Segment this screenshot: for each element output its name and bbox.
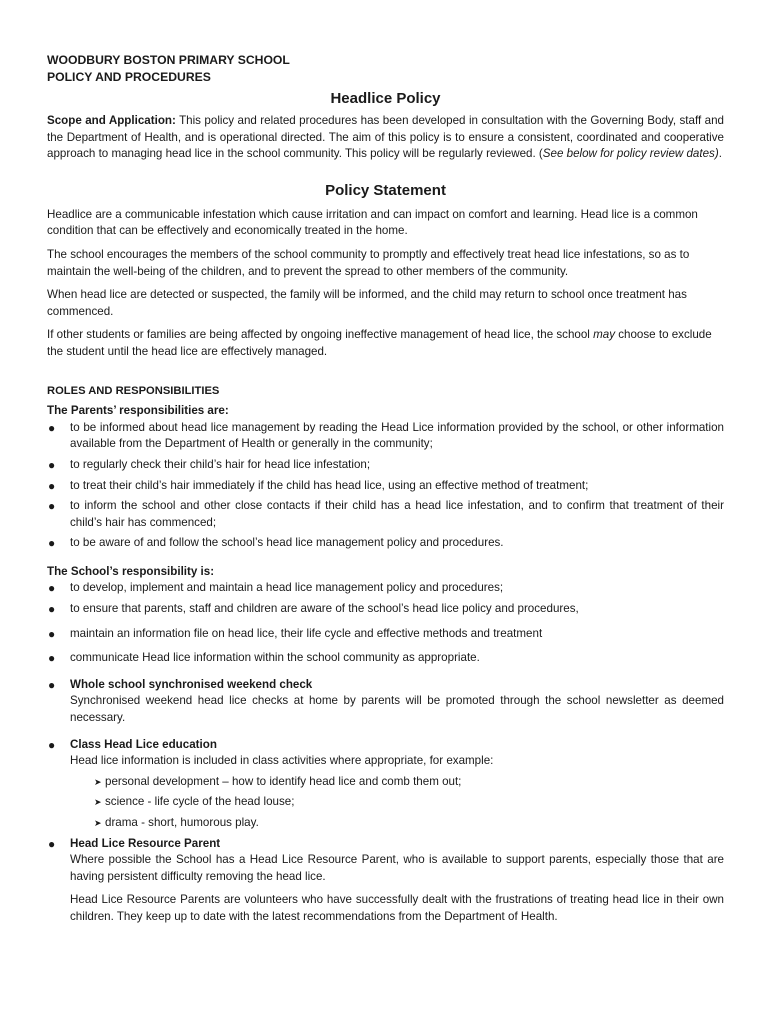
list-item — [47, 626, 724, 643]
resource-parent-title: Head Lice Resource Parent — [70, 836, 221, 850]
resource-parent-paragraph-1: Where possible the School has a Head Lice Resource Parent, who is available to support parents, especially those that are having persistent difficulty removing the head lice. — [70, 853, 724, 883]
school-name: WOODBURY BOSTON PRIMARY SCHOOL — [47, 53, 290, 67]
list-item-text: to ensure that parents, staff and children are aware of the school’s head lice policy and procedures, — [70, 602, 579, 616]
resource-parent-item — [47, 836, 724, 926]
sub-list-item-text: science - life cycle of the head louse; — [105, 795, 295, 809]
bullet-icon: ● — [48, 581, 56, 596]
sub-list-item-text: personal development – how to identify head lice and comb them out; — [105, 774, 462, 788]
scope-paragraph — [47, 113, 724, 163]
policy-statement-title: Policy Statement — [325, 181, 446, 199]
scope-italic: See below for policy review dates) — [542, 147, 719, 161]
weekend-check-text: Synchronised weekend head lice checks at home by parents will be promoted through the school newsletter as deemed necessary. — [70, 694, 724, 725]
bullet-icon: ● — [48, 836, 56, 851]
weekend-check-item — [47, 677, 724, 727]
education-title: Class Head Lice education — [70, 737, 217, 751]
sub-list-item-text: drama - short, humorous play. — [105, 816, 259, 829]
list-item-text: to treat their child’s hair immediately if the child has head lice, using an effective method of treatment; — [70, 478, 589, 492]
school-heading: The School’s responsibility is: — [47, 564, 215, 578]
bullet-icon: ● — [48, 457, 56, 472]
arrow-icon: ➤ — [94, 776, 102, 787]
list-item-text: to inform the school and other close contacts if their child has a head lice infestation, and to confirm that treatment of their child’s hair has commenced; — [70, 499, 724, 529]
statement-p4-italic: may — [593, 328, 616, 342]
bullet-icon: ● — [48, 651, 56, 666]
bullet-icon: ● — [48, 626, 56, 641]
statement-paragraph-2: The school encourages the members of the school community to promptly and effectively treat head lice infestations, so as to maintain the well-being of the children, and to prevent the spread to other members of the community. — [47, 247, 690, 278]
sub-list-item — [94, 774, 724, 791]
bullet-icon: ● — [48, 737, 56, 752]
list-item-text: to be informed about head lice management by reading the Head Lice information provided by the school, or other information available from the Department of Health or generally in the community; — [70, 420, 724, 451]
sub-list-item — [94, 794, 724, 811]
list-item-text: to develop, implement and maintain a head lice management policy and procedures; — [70, 581, 504, 595]
scope-label: Scope and Application: — [47, 114, 176, 127]
parents-heading: The Parents’ responsibilities are: — [47, 404, 229, 418]
list-item — [47, 457, 724, 474]
list-item-text: maintain an information file on head lice, their life cycle and effective methods and treatment — [70, 626, 543, 640]
resource-list — [47, 836, 724, 926]
arrow-icon: ➤ — [94, 797, 102, 808]
bullet-icon: ● — [48, 536, 56, 551]
statement-paragraph-1: Headlice are a communicable infestation which cause irritation and can impact on comfort and learning. Head lice is a common condition that can be effectively and economically treated in the home. — [47, 207, 698, 238]
arrow-icon: ➤ — [94, 818, 102, 828]
bullet-icon: ● — [48, 499, 56, 514]
policy-line: POLICY AND PROCEDURES — [47, 70, 211, 84]
list-item — [47, 420, 724, 453]
list-item-text: communicate Head lice information within the school community as appropriate. — [70, 651, 480, 665]
list-item — [47, 650, 724, 667]
resource-parent-paragraph-2: Head Lice Resource Parents are volunteers who have successfully dealt with the frustrations of treating head lice in their own children. They keep up to date with the latest recommendations from the Department of Health. — [70, 893, 724, 923]
list-item — [47, 478, 724, 495]
list-item — [47, 601, 724, 618]
list-item — [47, 535, 724, 552]
statement-p4-end: choose to exclude the student until the head lice are effectively managed. — [47, 328, 712, 358]
parents-list — [47, 420, 724, 552]
bullet-icon: ● — [48, 478, 56, 493]
list-item — [47, 580, 724, 597]
bullet-icon: ● — [48, 677, 56, 692]
statement-paragraph-4 — [47, 327, 724, 360]
education-item — [47, 737, 724, 770]
scope-text: This policy and related procedures has been developed in consultation with the Governing Body, staff and the Department of Health, and is operational directed. The aim of this policy is to ensure a consistent, coordinated and cooperative approach to managing head lice in the school community. This policy will be regularly reviewed. ( — [47, 114, 724, 161]
school-list — [47, 580, 724, 769]
statement-p4-start: If other students or families are being affected by ongoing ineffective management of head lice, the school — [47, 328, 594, 342]
statement-paragraph-3: When head lice are detected or suspected, the family will be informed, and the child may return to school once treatment has commenced. — [47, 288, 687, 318]
education-text: Head lice information is included in class activities where appropriate, for example: — [70, 754, 494, 768]
document-title: Headlice Policy — [330, 90, 441, 107]
roles-heading: ROLES AND RESPONSIBILITIES — [47, 384, 220, 397]
scope-end: . — [718, 147, 722, 161]
education-sublist — [47, 774, 724, 832]
weekend-check-title: Whole school synchronised weekend check — [70, 677, 313, 691]
list-item-text: to regularly check their child’s hair for head lice infestation; — [70, 457, 371, 471]
bullet-icon: ● — [48, 602, 56, 617]
policy-document — [47, 52, 724, 933]
bullet-icon: ● — [48, 420, 56, 435]
list-item-text: to be aware of and follow the school’s head lice management policy and procedures. — [70, 536, 504, 550]
list-item — [47, 498, 724, 531]
sub-list-item — [94, 815, 724, 832]
